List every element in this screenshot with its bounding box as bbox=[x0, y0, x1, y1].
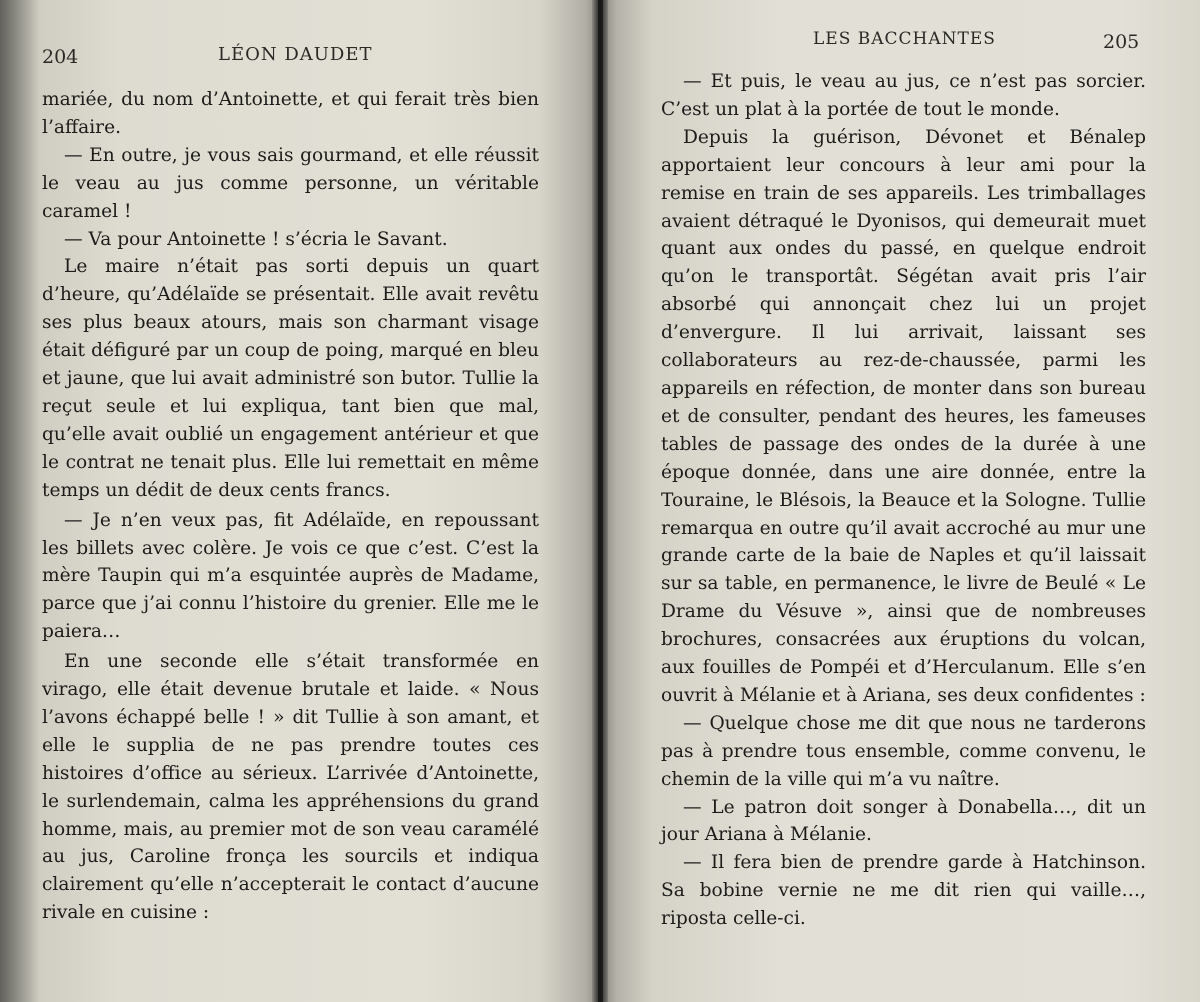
page-number-left: 204 bbox=[42, 46, 79, 68]
paragraph: — En outre, je vous sais gourmand, et elle réussit le veau au jus comme personne, un véritable caramel ! bbox=[42, 144, 539, 222]
paragraph: En une seconde elle s’était transformée en virago, elle était devenue brutale et laide. « Nous l’avons échappé belle ! » dit Tullie à son amant, et elle le supplia de ne pas prendre toutes ces histoires d’office au sérieux. L’arrivée d’Antoinette, le surlendemain, calma les appréhensions du grand homme, mais, au premier mot de son veau caramélé au jus, Caroline fronça les sourcils et indiqua clairement qu’elle n’accepterait le contact d’aucune rivale en cuisine : bbox=[42, 651, 539, 924]
right-page bbox=[603, 0, 1200, 1002]
book-gutter bbox=[592, 0, 608, 1002]
paragraph: — Quelque chose me dit que nous ne tarderons pas à prendre tous ensemble, comme convenu, le chemin de la ville qui m’a vu naître. bbox=[661, 712, 1146, 790]
paragraph: — Et puis, le veau au jus, ce n’est pas sorcier. C’est un plat à la portée de tout le monde. bbox=[661, 71, 1146, 120]
paragraph: — Il fera bien de prendre garde à Hatchinson. Sa bobine vernie ne me dit rien qui vaille…, riposta celle-ci. bbox=[661, 852, 1146, 930]
paragraph: — Le patron doit songer à Donabella…, dit un jour Ariana à Mélanie. bbox=[661, 796, 1146, 846]
paragraph: Le maire n’était pas sorti depuis un quart d’heure, qu’Adélaïde se présentait. Elle avait revêtu ses plus beaux atours, mais son charmant visage était défiguré par un coup de poing, marqué en bleu et jaune, que lui avait administré son butor. Tullie la reçut seule et lui expliqua, tant bien que mal, qu’elle avait oublié un engagement antérieur et que le contrat ne tenait plus. Elle lui remettait en même temps un dédit de deux cents francs. bbox=[42, 256, 539, 501]
paragraph: Depuis la guérison, Dévonet et Bénalep apportaient leur concours à leur ami pour la remise en train de ses appareils. Les trimballages avaient détraqué le Dyonisos, qui demeurait muet quant aux ondes du passé, en quelque endroit qu’on le transportât. Ségétan avait pris l’air absorbé qui annonçait chez lui un projet d’envergure. Il lui arrivait, laissant ses collaborateurs au rez-de-chaussée, parmi les appareils en réfection, de monter dans son bureau et de consulter, pendant des heures, les fameuses tables de passage des ondes de la durée à une époque donnée, dans une aire donnée, entre la Touraine, le Blésois, la Beauce et la Sologne. Tullie remarqua en outre qu’il avait accroché au mur une grande carte de la baie de Naples et qu’il laissait sur sa table, en permanence, le livre de Beulé « Le Drame du Vésuve », ainsi que de nombreuses brochures, consacrées aux éruptions du volcan, aux fouilles de Pompéi et d’Herculanum. Elle s’en ouvrit à Mélanie et à Ariana, ses deux confidentes : bbox=[661, 126, 1146, 706]
page-edge-shadow bbox=[0, 0, 40, 1002]
paragraph: mariée, du nom d’Antoinette, et qui ferait très bien l’affaire. bbox=[42, 89, 539, 138]
left-page-text bbox=[42, 86, 539, 927]
paragraph: — Je n’en veux pas, fit Adélaïde, en repoussant les billets avec colère. Je vois ce que c’est. C’est la mère Taupin qui m’a esquintée auprès de Madame, parce que j’ai connu l’histoire du grenier. Elle me le paiera… bbox=[42, 509, 539, 643]
running-head-title: LES BACCHANTES bbox=[813, 29, 996, 49]
left-page bbox=[0, 0, 598, 1002]
right-page-text bbox=[661, 68, 1146, 933]
paragraph: — Va pour Antoinette ! s’écria le Savant. bbox=[64, 228, 448, 250]
running-head-author: LÉON DAUDET bbox=[218, 44, 373, 65]
page-number-right: 205 bbox=[1103, 31, 1140, 53]
